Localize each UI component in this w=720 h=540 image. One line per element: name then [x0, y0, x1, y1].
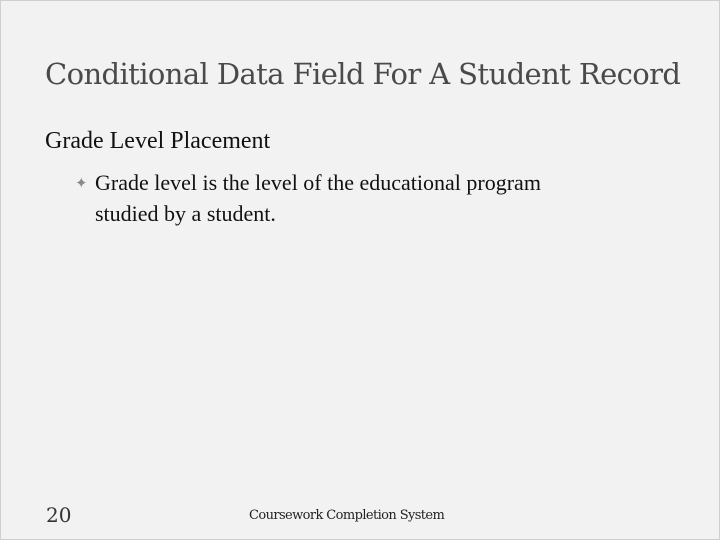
decorative-bullet-icon: ✦ [75, 176, 88, 192]
bullet-text-line1: Grade level is the level of the educational program [95, 170, 541, 195]
bullet-item [75, 168, 675, 229]
footer-text: Coursework Completion System [249, 508, 445, 523]
slide-title: Conditional Data Field For A Student Record [45, 57, 681, 91]
section-heading: Grade Level Placement [45, 128, 271, 154]
page-number: 20 [46, 503, 72, 527]
bullet-text-line2: studied by a student. [95, 201, 276, 226]
